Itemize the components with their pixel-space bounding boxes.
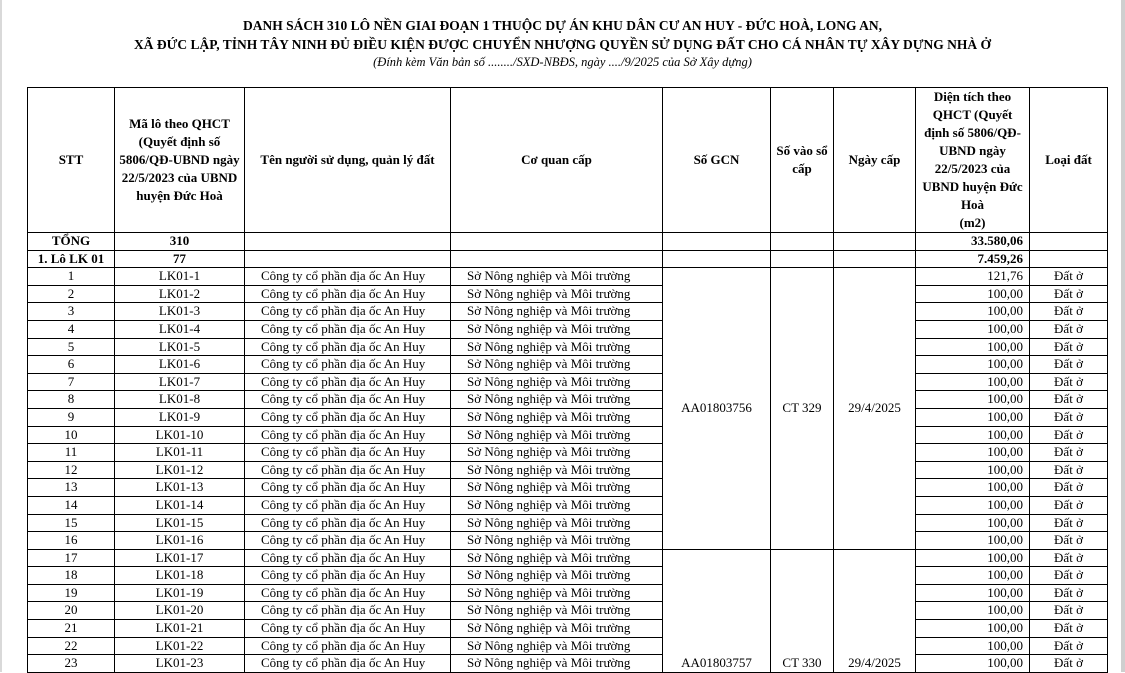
table-row: [28, 444, 1108, 462]
cell-ten-nguoi: Công ty cổ phần địa ốc An Huy: [245, 320, 451, 338]
cell-ngay-cap-block-2: 29/4/2025: [834, 549, 916, 672]
table-row: [28, 567, 1108, 585]
table-row: [28, 655, 1108, 673]
cell-co-quan: Sở Nông nghiệp và Môi trường: [451, 602, 663, 620]
cell-loai-dat: Đất ở: [1030, 373, 1108, 391]
total-count: 310: [115, 233, 245, 251]
cell-loai-dat: Đất ở: [1030, 303, 1108, 321]
cell-loai-dat: Đất ở: [1030, 567, 1108, 585]
cell-ma-lo: LK01-8: [115, 391, 245, 409]
cell-dien-tich: 100,00: [916, 620, 1030, 638]
cell-ma-lo: LK01-4: [115, 320, 245, 338]
cell-dien-tich: 100,00: [916, 373, 1030, 391]
cell-co-quan: Sở Nông nghiệp và Môi trường: [451, 549, 663, 567]
cell-ten-nguoi: Công ty cổ phần địa ốc An Huy: [245, 461, 451, 479]
cell-loai-dat: Đất ở: [1030, 655, 1108, 673]
cell-ma-lo: LK01-19: [115, 584, 245, 602]
cell-ma-lo: LK01-5: [115, 338, 245, 356]
cell-ten-nguoi: Công ty cổ phần địa ốc An Huy: [245, 268, 451, 286]
cell-stt: 13: [28, 479, 115, 497]
cell-ma-lo: LK01-12: [115, 461, 245, 479]
cell-loai-dat: Đất ở: [1030, 514, 1108, 532]
cell-loai-dat: Đất ở: [1030, 408, 1108, 426]
table-row: [28, 285, 1108, 303]
document-subtitle: (Đính kèm Văn bản số ......../SXD-NBĐS, ngày ..../9/2025 của Sở Xây dựng): [373, 55, 752, 69]
cell-loai-dat: Đất ở: [1030, 444, 1108, 462]
cell-dien-tich: 100,00: [916, 426, 1030, 444]
cell-dien-tich: 100,00: [916, 338, 1030, 356]
cell-dien-tich: 100,00: [916, 444, 1030, 462]
cell-stt: 23: [28, 655, 115, 673]
cell-ma-lo: LK01-11: [115, 444, 245, 462]
cell-ten-nguoi: Công ty cổ phần địa ốc An Huy: [245, 479, 451, 497]
table-row: [28, 356, 1108, 374]
cell-co-quan: Sở Nông nghiệp và Môi trường: [451, 303, 663, 321]
cell-stt: 12: [28, 461, 115, 479]
col-header-so-vao-so: Số vào sổ cấp: [771, 88, 834, 233]
col-header-ten-nguoi: Tên người sử dụng, quản lý đất: [245, 88, 451, 233]
cell-co-quan: Sở Nông nghiệp và Môi trường: [451, 285, 663, 303]
col-header-stt: STT: [28, 88, 115, 233]
cell-stt: 2: [28, 285, 115, 303]
cell-co-quan: Sở Nông nghiệp và Môi trường: [451, 637, 663, 655]
total-area: 33.580,06: [916, 233, 1030, 251]
cell-co-quan: Sở Nông nghiệp và Môi trường: [451, 461, 663, 479]
cell-dien-tich: 100,00: [916, 532, 1030, 550]
col-header-ma-lo: Mã lô theo QHCT (Quyết định số 5806/QĐ-UBND ngày 22/5/2023 của UBND huyện Đức Hoà: [115, 88, 245, 233]
cell-ten-nguoi: Công ty cổ phần địa ốc An Huy: [245, 373, 451, 391]
cell-ten-nguoi: Công ty cổ phần địa ốc An Huy: [245, 303, 451, 321]
cell-ma-lo: LK01-21: [115, 620, 245, 638]
cell-co-quan: Sở Nông nghiệp và Môi trường: [451, 620, 663, 638]
table-row: [28, 637, 1108, 655]
cell-ma-lo: LK01-2: [115, 285, 245, 303]
cell-stt: 6: [28, 356, 115, 374]
col-header-ngay-cap: Ngày cấp: [834, 88, 916, 233]
cell-loai-dat: Đất ở: [1030, 338, 1108, 356]
cell-loai-dat: Đất ở: [1030, 391, 1108, 409]
cell-stt: 10: [28, 426, 115, 444]
page-right-edge: [1121, 0, 1125, 672]
table-row: [28, 602, 1108, 620]
cell-co-quan: Sở Nông nghiệp và Môi trường: [451, 320, 663, 338]
cell-ten-nguoi: Công ty cổ phần địa ốc An Huy: [245, 338, 451, 356]
page-left-edge: [0, 0, 2, 672]
cell-ma-lo: LK01-1: [115, 268, 245, 286]
cell-stt: 8: [28, 391, 115, 409]
col-header-dien-tich-unit: (m2): [959, 215, 986, 230]
cell-ten-nguoi: Công ty cổ phần địa ốc An Huy: [245, 620, 451, 638]
cell-ma-lo: LK01-7: [115, 373, 245, 391]
cell-co-quan: Sở Nông nghiệp và Môi trường: [451, 356, 663, 374]
document-title-line-2: XÃ ĐỨC LẬP, TỈNH TÂY NINH ĐỦ ĐIỀU KIỆN ĐƯỢC CHUYỂN NHƯỢNG QUYỀN SỬ DỤNG ĐẤT CHO CÁ NHÂN TỰ XÂY DỰNG NHÀ Ở: [133, 37, 992, 52]
cell-stt: 18: [28, 567, 115, 585]
cell-ten-nguoi: Công ty cổ phần địa ốc An Huy: [245, 496, 451, 514]
cell-loai-dat: Đất ở: [1030, 584, 1108, 602]
cell-co-quan: Sở Nông nghiệp và Môi trường: [451, 444, 663, 462]
table-row: [28, 461, 1108, 479]
cell-stt: 16: [28, 532, 115, 550]
cell-dien-tich: 100,00: [916, 479, 1030, 497]
cell-ma-lo: LK01-6: [115, 356, 245, 374]
cell-ma-lo: LK01-10: [115, 426, 245, 444]
group-count: 77: [115, 250, 245, 268]
cell-loai-dat: Đất ở: [1030, 637, 1108, 655]
table-row: [28, 320, 1108, 338]
col-header-dien-tich-label: Diện tích theo QHCT (Quyết định số 5806/QĐ-UBND ngày 22/5/2023 của UBND huyện Đức Hoà: [922, 89, 1023, 212]
cell-ten-nguoi: Công ty cổ phần địa ốc An Huy: [245, 549, 451, 567]
cell-stt: 9: [28, 408, 115, 426]
table-row: [28, 338, 1108, 356]
cell-co-quan: Sở Nông nghiệp và Môi trường: [451, 373, 663, 391]
document-title-line-1: DANH SÁCH 310 LÔ NỀN GIAI ĐOẠN 1 THUỘC DỰ ÁN KHU DÂN CƯ AN HUY - ĐỨC HOÀ, LONG AN,: [242, 18, 882, 33]
land-lots-table: [27, 87, 1108, 673]
col-header-so-gcn: Số GCN: [663, 88, 771, 233]
cell-stt: 7: [28, 373, 115, 391]
table-row: [28, 408, 1108, 426]
cell-dien-tich: 100,00: [916, 391, 1030, 409]
cell-ten-nguoi: Công ty cổ phần địa ốc An Huy: [245, 514, 451, 532]
cell-ten-nguoi: Công ty cổ phần địa ốc An Huy: [245, 637, 451, 655]
cell-stt: 17: [28, 549, 115, 567]
cell-co-quan: Sở Nông nghiệp và Môi trường: [451, 514, 663, 532]
cell-dien-tich: 100,00: [916, 461, 1030, 479]
cell-loai-dat: Đất ở: [1030, 268, 1108, 286]
group-label: 1. Lô LK 01: [28, 250, 115, 268]
cell-ten-nguoi: Công ty cổ phần địa ốc An Huy: [245, 584, 451, 602]
cell-dien-tich: 100,00: [916, 408, 1030, 426]
cell-dien-tich: 100,00: [916, 356, 1030, 374]
cell-loai-dat: Đất ở: [1030, 285, 1108, 303]
cell-so-gcn-block-1: AA01803756: [663, 268, 771, 550]
table-row: [28, 268, 1108, 286]
cell-loai-dat: Đất ở: [1030, 479, 1108, 497]
cell-stt: 1: [28, 268, 115, 286]
cell-loai-dat: Đất ở: [1030, 532, 1108, 550]
table-row: [28, 479, 1108, 497]
table-row: [28, 532, 1108, 550]
cell-co-quan: Sở Nông nghiệp và Môi trường: [451, 268, 663, 286]
cell-co-quan: Sở Nông nghiệp và Môi trường: [451, 426, 663, 444]
cell-ten-nguoi: Công ty cổ phần địa ốc An Huy: [245, 356, 451, 374]
cell-stt: 4: [28, 320, 115, 338]
cell-stt: 15: [28, 514, 115, 532]
cell-stt: 11: [28, 444, 115, 462]
cell-dien-tich: 100,00: [916, 602, 1030, 620]
table-row: [28, 496, 1108, 514]
cell-loai-dat: Đất ở: [1030, 356, 1108, 374]
cell-loai-dat: Đất ở: [1030, 602, 1108, 620]
cell-dien-tich: 100,00: [916, 584, 1030, 602]
cell-dien-tich: 100,00: [916, 303, 1030, 321]
total-row: [28, 233, 1108, 251]
col-header-dien-tich: [916, 88, 1030, 233]
cell-dien-tich: 100,00: [916, 567, 1030, 585]
cell-loai-dat: Đất ở: [1030, 426, 1108, 444]
cell-dien-tich: 121,76: [916, 268, 1030, 286]
cell-stt: 19: [28, 584, 115, 602]
cell-loai-dat: Đất ở: [1030, 549, 1108, 567]
cell-co-quan: Sở Nông nghiệp và Môi trường: [451, 532, 663, 550]
cell-ten-nguoi: Công ty cổ phần địa ốc An Huy: [245, 567, 451, 585]
cell-loai-dat: Đất ở: [1030, 320, 1108, 338]
cell-ma-lo: LK01-22: [115, 637, 245, 655]
cell-stt: 14: [28, 496, 115, 514]
cell-co-quan: Sở Nông nghiệp và Môi trường: [451, 408, 663, 426]
table-row: [28, 584, 1108, 602]
cell-stt: 20: [28, 602, 115, 620]
cell-co-quan: Sở Nông nghiệp và Môi trường: [451, 391, 663, 409]
cell-dien-tich: 100,00: [916, 637, 1030, 655]
cell-dien-tich: 100,00: [916, 514, 1030, 532]
cell-so-vao-so-block-2: CT 330: [771, 549, 834, 672]
group-area: 7.459,26: [916, 250, 1030, 268]
table-row: [28, 620, 1108, 638]
cell-stt: 21: [28, 620, 115, 638]
table-row: [28, 514, 1108, 532]
cell-loai-dat: Đất ở: [1030, 620, 1108, 638]
cell-ten-nguoi: Công ty cổ phần địa ốc An Huy: [245, 532, 451, 550]
cell-ma-lo: LK01-9: [115, 408, 245, 426]
cell-dien-tich: 100,00: [916, 285, 1030, 303]
cell-ten-nguoi: Công ty cổ phần địa ốc An Huy: [245, 391, 451, 409]
cell-ma-lo: LK01-3: [115, 303, 245, 321]
total-label: TỔNG: [28, 233, 115, 251]
cell-loai-dat: Đất ở: [1030, 461, 1108, 479]
cell-co-quan: Sở Nông nghiệp và Môi trường: [451, 496, 663, 514]
cell-stt: 5: [28, 338, 115, 356]
cell-dien-tich: 100,00: [916, 496, 1030, 514]
cell-dien-tich: 100,00: [916, 320, 1030, 338]
cell-stt: 3: [28, 303, 115, 321]
cell-ma-lo: LK01-14: [115, 496, 245, 514]
table-row: [28, 426, 1108, 444]
table-row: [28, 373, 1108, 391]
cell-ma-lo: LK01-15: [115, 514, 245, 532]
cell-loai-dat: Đất ở: [1030, 496, 1108, 514]
cell-ma-lo: LK01-23: [115, 655, 245, 673]
cell-co-quan: Sở Nông nghiệp và Môi trường: [451, 584, 663, 602]
table-row: [28, 549, 1108, 567]
col-header-co-quan: Cơ quan cấp: [451, 88, 663, 233]
cell-dien-tich: 100,00: [916, 655, 1030, 673]
cell-ten-nguoi: Công ty cổ phần địa ốc An Huy: [245, 408, 451, 426]
col-header-loai-dat: Loại đất: [1030, 88, 1108, 233]
group-row-lk01: [28, 250, 1108, 268]
table-row: [28, 391, 1108, 409]
cell-co-quan: Sở Nông nghiệp và Môi trường: [451, 655, 663, 673]
cell-co-quan: Sở Nông nghiệp và Môi trường: [451, 479, 663, 497]
cell-ten-nguoi: Công ty cổ phần địa ốc An Huy: [245, 426, 451, 444]
cell-so-vao-so-block-1: CT 329: [771, 268, 834, 550]
cell-ma-lo: LK01-16: [115, 532, 245, 550]
cell-dien-tich: 100,00: [916, 549, 1030, 567]
cell-so-gcn-block-2: AA01803757: [663, 549, 771, 672]
cell-co-quan: Sở Nông nghiệp và Môi trường: [451, 567, 663, 585]
cell-ma-lo: LK01-18: [115, 567, 245, 585]
cell-co-quan: Sở Nông nghiệp và Môi trường: [451, 338, 663, 356]
cell-stt: 22: [28, 637, 115, 655]
cell-ten-nguoi: Công ty cổ phần địa ốc An Huy: [245, 444, 451, 462]
table-row: [28, 303, 1108, 321]
cell-ngay-cap-block-1: 29/4/2025: [834, 268, 916, 550]
cell-ma-lo: LK01-20: [115, 602, 245, 620]
cell-ma-lo: LK01-13: [115, 479, 245, 497]
cell-ten-nguoi: Công ty cổ phần địa ốc An Huy: [245, 285, 451, 303]
cell-ten-nguoi: Công ty cổ phần địa ốc An Huy: [245, 602, 451, 620]
cell-ten-nguoi: Công ty cổ phần địa ốc An Huy: [245, 655, 451, 673]
cell-ma-lo: LK01-17: [115, 549, 245, 567]
table-header-row: [28, 88, 1108, 233]
